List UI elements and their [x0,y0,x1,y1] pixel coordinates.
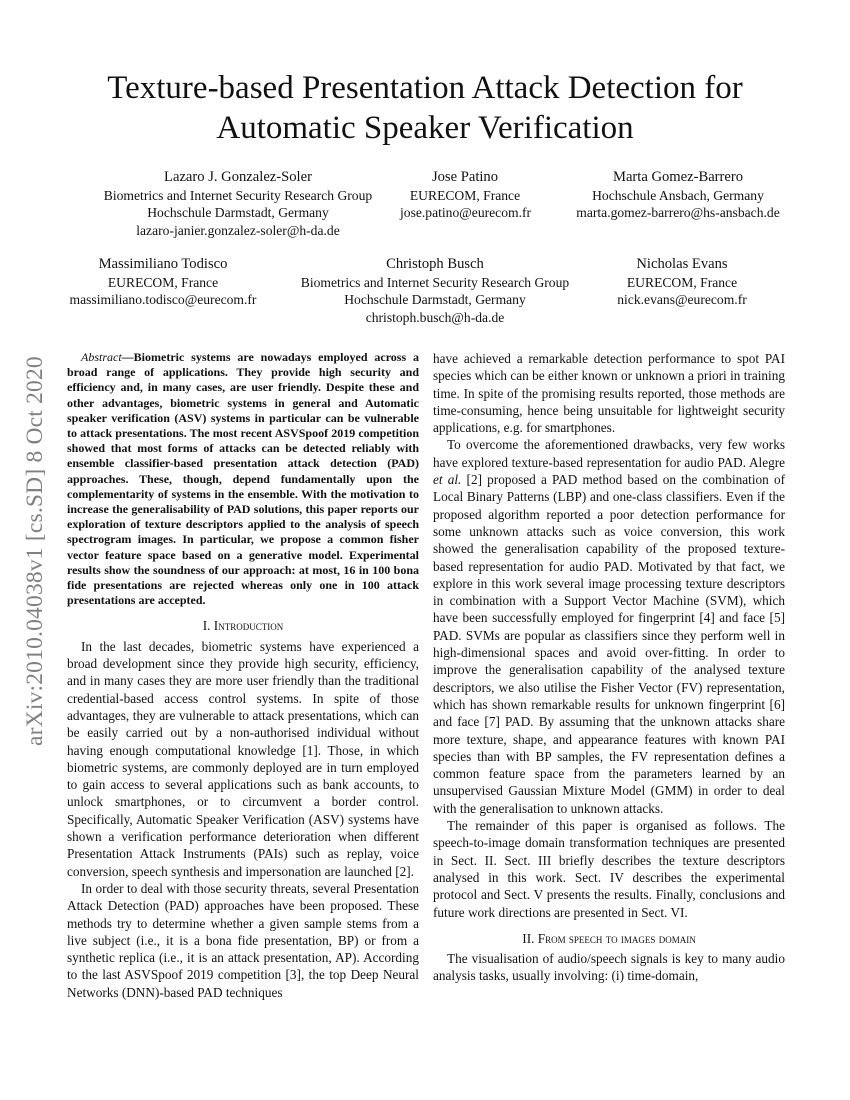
author-name: Lazaro J. Gonzalez-Soler [164,169,312,185]
author-block [400,169,530,222]
text-run: [2] proposed a PAD method based on the combination of Local Binary Patterns (LBP) and one-class classifiers. Even if the proposed algorithm reported a poor detection performance for some unknown attacks such as voice conversion, this work showed the generalisation capability of the proposed texture-based representation for audio PAD. Motivated by that fact, we explore in this work several image processing texture descriptors in combination with a Support Vector Machine (SVM), which have been successfully employed for fingerprint [4] and face [5] PAD. SVMs are popular as classifiers since they perform well in high-dimensional spaces and avoid over-fitting. In order to improve the generalisation capability of the analysed texture descriptors, we also utilise the Fisher Vector (FV) representation, which has shown remarkable results for unknown fingerprint [6] and face [7] PAD. By assuming that the unknown attacks share more texture, shape, and appearance features with known PAI species than with BP samples, the FV representation defines a common feature space from the parameters learned by an unsupervised Gaussian Mixture Model (GMM) in order to deal with the generalisation to unknown attacks. [433,472,785,816]
section-heading: II. From speech to images domain [522,930,696,946]
author-affiliation: Biometrics and Internet Security Research Group [103,187,373,203]
section-heading: I. Introduction [202,618,284,634]
author-affiliation: EURECOM, France [409,187,521,203]
author-name: Marta Gomez-Barrero [612,169,744,185]
author-block [572,169,784,222]
author-affiliation: Biometrics and Internet Security Research Group [300,274,570,290]
abstract-label: Abstract [81,350,122,364]
author-affiliation: EURECOM, France [626,274,738,290]
paragraph: have achieved a remarkable detection performance to spot PAI species which can be either known or unknown a priori in training time. In spite of the promising results reported, those methods are time-consuming, hence being unsuitable for lightweight security applications, e.g. for smartphones. [433,351,785,436]
author-name: Nicholas Evans [636,256,728,272]
paragraph: In the last decades, biometric systems have experienced a broad development since they provide high security, efficiency, and in many cases they are more user friendly than the traditional credential-based access control systems. In spite of those advantages, they are vulnerable to attack presentations, which can be easily carried out by a non-authorised individual without having enough computational knowledge [1]. Those, in which biometric systems, are commonly deployed are in turn employed to gain access to several applications such as bank accounts, to unlock smartphones, or to circumvent a border control. Specifically, Automatic Speaker Verification (ASV) systems have shown a verification performance deterioration when different Presentation Attack Instruments (PAIs) such as replay, voice conversion, speech synthesis and impersonation are launched [2]. [67,638,419,879]
left-column [67,350,419,1001]
author-block [64,256,262,309]
abstract [67,350,419,608]
author-email: massimiliano.todisco@eurecom.fr [69,292,257,307]
paragraph: The visualisation of audio/speech signals is key to many audio analysis tasks, usually involving: (i) time-domain, [433,951,785,984]
text-run: To overcome the aforementioned drawbacks, very few works have explored texture-based representation for audio PAD. Alegre [433,437,785,470]
paragraph: The remainder of this paper is organised as follows. The speech-to-image domain transformation techniques are presented in Sect. II. Sect. III briefly describes the texture descriptors analysed in this work. Sect. IV describes the experimental protocol and Sect. V presents the results. Finally, conclusions and future work directions are presented in Sect. VI. [433,818,785,920]
right-column [433,350,785,985]
paragraph: In order to deal with those security threats, several Presentation Attack Detection (PAD) approaches have been proposed. These methods try to determine whether a given sample stems from a live subject (i.e., it is a bona fide presentation, BP) or from a synthetic replica (i.e., it is an attack presentation, AP). According to the last ASVSpoof 2019 competition [3], the top Deep Neural Networks (DNN)-based PAD techniques [67,880,419,1000]
author-email: marta.gomez-barrero@hs-ansbach.de [576,205,780,220]
author-block [612,256,752,309]
author-name: Jose Patino [431,169,499,185]
author-block [292,256,578,326]
author-block [95,169,381,239]
author-affiliation: EURECOM, France [107,274,219,290]
author-email: jose.patino@eurecom.fr [400,205,532,220]
author-affiliation: Hochschule Darmstadt, Germany [147,205,329,220]
author-email: nick.evans@eurecom.fr [617,292,747,307]
author-email: christoph.busch@h-da.de [365,309,505,325]
paper-title: Texture-based Presentation Attack Detection for Automatic Speaker Verification [107,70,743,146]
author-affiliation: Hochschule Ansbach, Germany [592,187,764,203]
abstract-text: —Biometric systems are nowadays employed across a broad range of applications. They provide high security and efficiency and, in many cases, are user friendly. Despite these and other advantages, biometric systems in general and Automatic speaker verification (ASV) systems in particular can be vulnerable to attack presentations. The most recent ASVSpoof 2019 competition showed that most forms of attacks can be detected reliably with ensemble classifier-based presentation attack detection (PAD) approaches. These, though, depend fundamentally upon the complementarity of systems in the ensemble. With the motivation to increase the generalisability of PAD solutions, this paper reports our exploration of texture descriptors applied to the analysis of speech spectrogram images. In particular, we propose a common fisher vector feature space based on a generative model. Experimental results show the soundness of our approach: at most, 16 in 100 bona fide presentations are rejected whereas only one in 100 attack presentations are accepted. [67,350,419,608]
paragraph [433,436,785,817]
author-affiliation: Hochschule Darmstadt, Germany [344,292,526,307]
author-email: lazaro-janier.gonzalez-soler@h-da.de [136,222,340,238]
text-run-italic: et al. [433,472,462,488]
author-name: Christoph Busch [386,256,484,272]
author-name: Massimiliano Todisco [98,256,228,272]
arxiv-stamp: arXiv:2010.04038v1 [cs.SD] 8 Oct 2020 [22,356,48,746]
